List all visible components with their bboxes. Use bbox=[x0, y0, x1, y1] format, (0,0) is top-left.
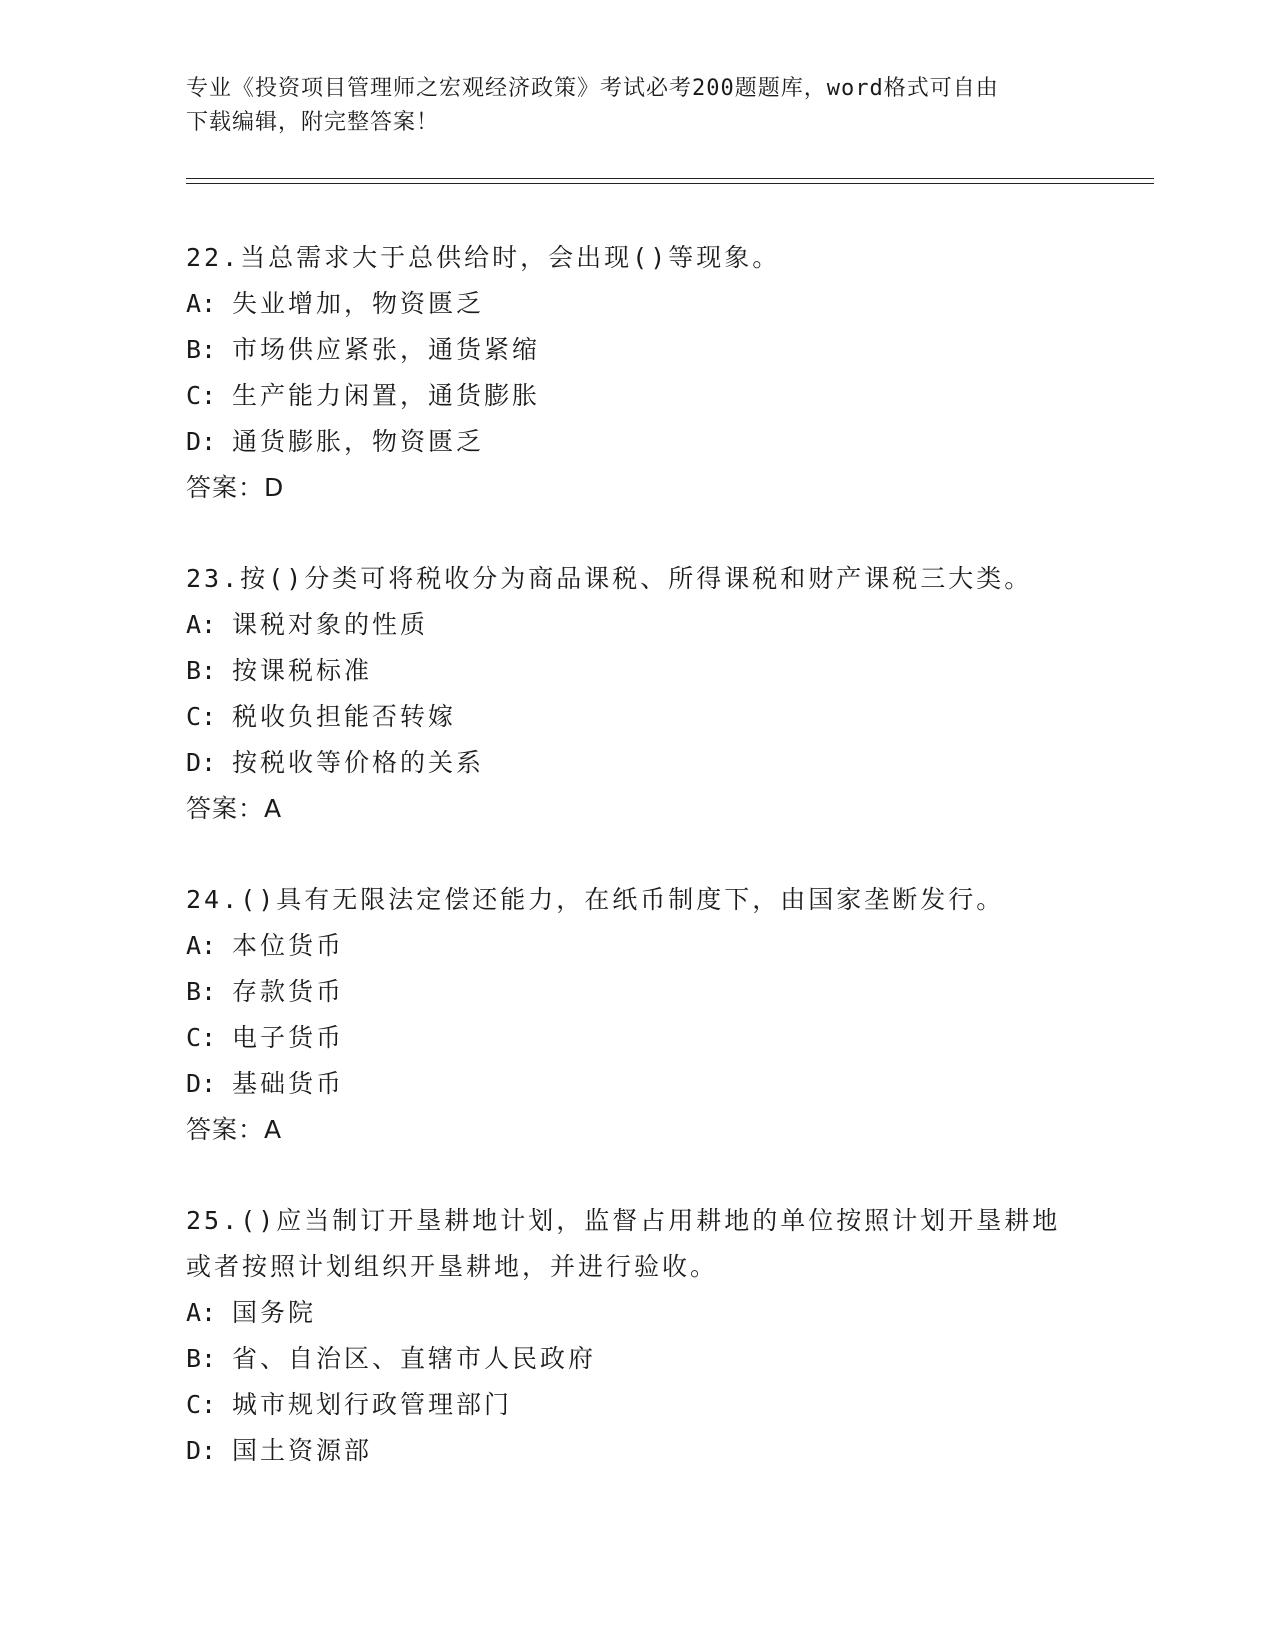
header-divider-bottom bbox=[186, 183, 1154, 184]
question-25 bbox=[186, 1198, 1086, 1474]
header-line-2: 下载编辑，附完整答案！ bbox=[186, 110, 440, 135]
option-letter: D: bbox=[186, 1436, 217, 1465]
question-23 bbox=[186, 556, 1086, 832]
option-letter: D: bbox=[186, 1069, 217, 1098]
option-text: 存款货币 bbox=[232, 977, 345, 1006]
option-a bbox=[186, 923, 1086, 969]
option-c bbox=[186, 373, 1086, 419]
option-text: 失业增加，物资匮乏 bbox=[232, 289, 485, 318]
option-d bbox=[186, 740, 1086, 786]
question-stem: 24.()具有无限法定偿还能力，在纸币制度下，由国家垄断发行。 bbox=[186, 885, 1005, 914]
answer-line: 答案：D bbox=[186, 473, 285, 502]
option-text: 城市规划行政管理部门 bbox=[232, 1390, 513, 1419]
header-divider-top bbox=[186, 178, 1154, 179]
option-a bbox=[186, 1290, 1086, 1336]
option-text: 生产能力闲置，通货膨胀 bbox=[232, 381, 541, 410]
option-letter: D: bbox=[186, 748, 217, 777]
option-letter: C: bbox=[186, 381, 217, 410]
option-letter: B: bbox=[186, 656, 217, 685]
option-d bbox=[186, 419, 1086, 465]
option-b bbox=[186, 1336, 1086, 1382]
option-text: 按课税标准 bbox=[232, 656, 373, 685]
answer-line: 答案：A bbox=[186, 1115, 283, 1144]
option-a bbox=[186, 602, 1086, 648]
question-24 bbox=[186, 877, 1086, 1153]
option-letter: A: bbox=[186, 289, 217, 318]
option-a bbox=[186, 281, 1086, 327]
option-text: 本位货币 bbox=[232, 931, 345, 960]
option-d bbox=[186, 1428, 1086, 1474]
question-stem-line-2: 或者按照计划组织开垦耕地，并进行验收。 bbox=[186, 1252, 719, 1281]
option-letter: A: bbox=[186, 931, 217, 960]
option-b bbox=[186, 648, 1086, 694]
option-text: 基础货币 bbox=[232, 1069, 345, 1098]
option-text: 按税收等价格的关系 bbox=[232, 748, 485, 777]
option-text: 课税对象的性质 bbox=[232, 610, 429, 639]
option-letter: B: bbox=[186, 335, 217, 364]
option-letter: A: bbox=[186, 1298, 217, 1327]
option-c bbox=[186, 1015, 1086, 1061]
option-c bbox=[186, 1382, 1086, 1428]
option-letter: C: bbox=[186, 1390, 217, 1419]
option-b bbox=[186, 969, 1086, 1015]
option-letter: C: bbox=[186, 1023, 217, 1052]
option-d bbox=[186, 1061, 1086, 1107]
option-letter: C: bbox=[186, 702, 217, 731]
question-stem: 23.按()分类可将税收分为商品课税、所得课税和财产课税三大类。 bbox=[186, 564, 1033, 593]
answer-line: 答案：A bbox=[186, 794, 283, 823]
option-b bbox=[186, 327, 1086, 373]
option-text: 税收负担能否转嫁 bbox=[232, 702, 457, 731]
document-header bbox=[186, 72, 1066, 140]
option-text: 省、自治区、直辖市人民政府 bbox=[232, 1344, 597, 1373]
option-letter: B: bbox=[186, 1344, 217, 1373]
option-text: 通货膨胀，物资匮乏 bbox=[232, 427, 485, 456]
option-letter: B: bbox=[186, 977, 217, 1006]
option-text: 国务院 bbox=[232, 1298, 317, 1327]
question-22 bbox=[186, 235, 1086, 511]
option-letter: A: bbox=[186, 610, 217, 639]
option-text: 国土资源部 bbox=[232, 1436, 373, 1465]
option-letter: D: bbox=[186, 427, 217, 456]
option-text: 电子货币 bbox=[232, 1023, 345, 1052]
option-c bbox=[186, 694, 1086, 740]
header-line-1: 专业《投资项目管理师之宏观经济政策》考试必考200题题库，word格式可自由 bbox=[186, 76, 999, 101]
question-stem: 22.当总需求大于总供给时，会出现()等现象。 bbox=[186, 243, 781, 272]
option-text: 市场供应紧张，通货紧缩 bbox=[232, 335, 541, 364]
question-stem-line-1: 25.()应当制订开垦耕地计划，监督占用耕地的单位按照计划开垦耕地 bbox=[186, 1206, 1061, 1235]
